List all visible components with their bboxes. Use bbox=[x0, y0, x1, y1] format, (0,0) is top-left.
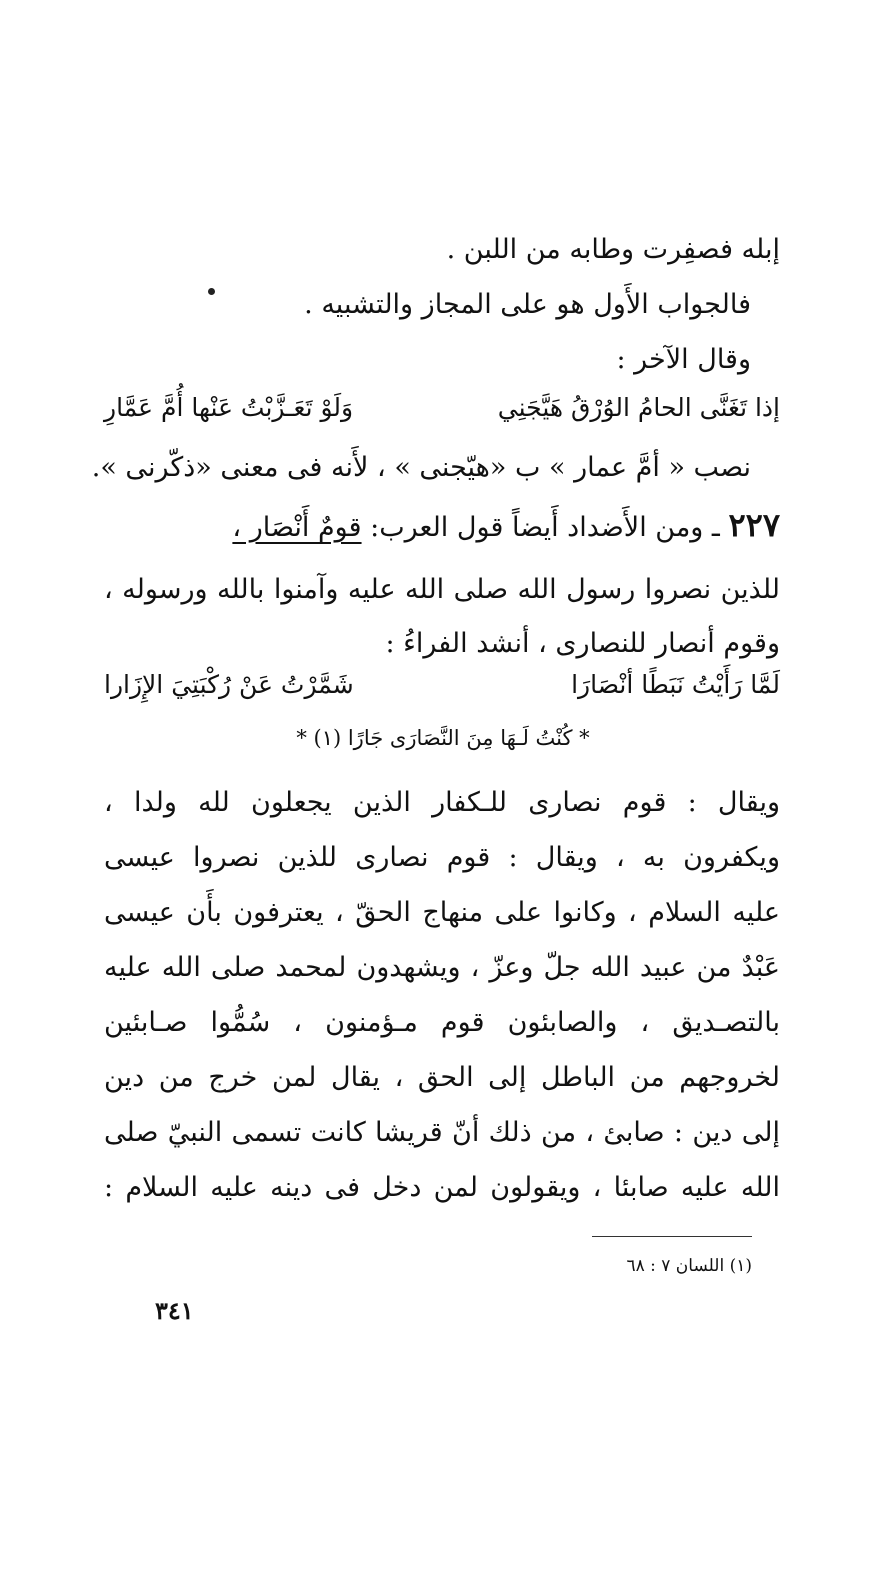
verse-1-first-hemistich: إذا تَغَنَّى الحامُ الوُرْقُ هَيَّجَنِي bbox=[497, 393, 780, 422]
verse-1-second-hemistich: وَلَوْ تَعَـزَّبْتُ عَنْها أُمَّ عَمَّارِ bbox=[104, 393, 354, 422]
text-line-18: الله عليه صابئا ، ويقولون لمن دخل فى دينه عليه السلام : bbox=[104, 1172, 780, 1203]
text-line-13: عليه السلام ، وكانوا على منهاج الحقّ ، يعترفون بأَن عيسى bbox=[104, 897, 780, 928]
entry-term: قومٌ أَنْصَار ، bbox=[232, 512, 362, 543]
text-line-11: ويقال : قوم نصارى للـكفار الذين يجعلون لله ولدا ، bbox=[104, 787, 780, 818]
text-line-8: وقوم أنصار للنصارى ، أنشد الفراءُ : bbox=[385, 628, 780, 659]
verse-2-first-hemistich: لَمَّا رَأَيْتُ نَبَطًا أنْصَارَا bbox=[571, 670, 780, 699]
text-line-1: إبله فصفِرت وطابه من اللبن . bbox=[446, 234, 780, 265]
page-number: ٣٤١ bbox=[155, 1296, 194, 1325]
verse-2-second-hemistich: شَمَّرْتُ عَنْ رُكْبَتِيَ الإِزَارا bbox=[104, 670, 354, 699]
ink-dot bbox=[208, 288, 215, 295]
text-line-5: نصب « أمَّ عمار » ب «هيّجنى » ، لأَنه فى معنى «ذكّرنى ». bbox=[91, 452, 751, 483]
text-line-17: إلى دين : صابئ ، من ذلك أنّ قريشا كانت تسمى النبيّ صلى bbox=[104, 1117, 780, 1148]
text-line-16: لخروجهم من الباطل إلى الحق ، يقال لمن خرج من دين bbox=[104, 1062, 780, 1093]
text-line-3: وقال الآخر : bbox=[616, 344, 751, 375]
entry-number: ٢٢٧ bbox=[728, 506, 780, 544]
text-line-2: فالجواب الأَول هو على المجاز والتشبيه . bbox=[304, 289, 751, 320]
footnote: (١) اللسان ٧ : ٦٨ bbox=[626, 1256, 752, 1276]
text-line-7: للذين نصروا رسول الله صلى الله عليه وآمنوا بالله ورسوله ، bbox=[104, 574, 780, 605]
text-line-14: عَبْدٌ من عبيد الله جلّ وعزّ ، ويشهدون لمحمد صلى الله عليه bbox=[104, 952, 780, 983]
verse-2-continuation: * كُنْتُ لَـهَا مِنَ النَّصَارَى جَارًا (١) * bbox=[296, 726, 590, 750]
entry-intro: ـ ومن الأَضداد أَيضاً قول العرب: bbox=[370, 512, 720, 543]
footnote-separator bbox=[592, 1236, 752, 1237]
text-line-12: ويكفرون به ، ويقال : قوم نصارى للذين نصروا عيسى bbox=[104, 842, 780, 873]
entry-heading bbox=[232, 505, 780, 548]
text-line-15: بالتصـديق ، والصابئون قوم مـؤمنون ، سُمُّوا صـابئين bbox=[104, 1007, 780, 1038]
